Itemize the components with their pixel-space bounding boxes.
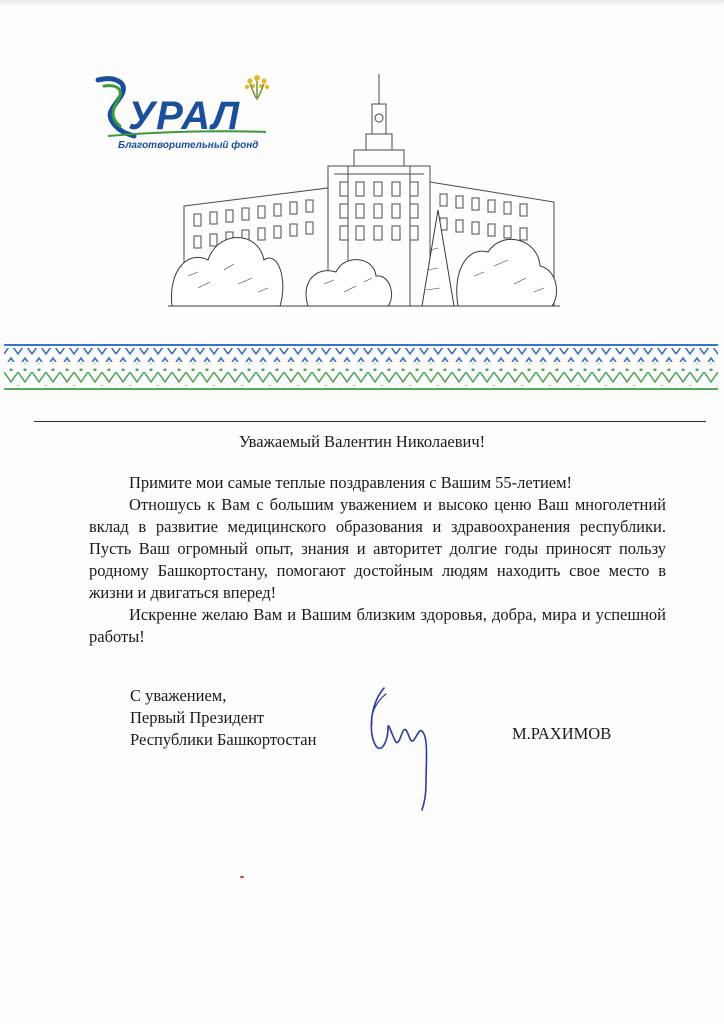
letter-salutation: Уважаемый Валентин Николаевич!	[238, 432, 486, 451]
letter-paragraph: Примите мои самые теплые поздравления с Вашим 55-летием!	[129, 473, 573, 492]
government-building-illustration	[168, 70, 560, 310]
closing-title: Первый Президент	[130, 708, 265, 727]
closing-organization: Республики Башкортостан	[130, 730, 317, 749]
handwritten-signature	[366, 684, 446, 812]
header-divider	[34, 421, 706, 422]
letter-paragraph: Отношусь к Вам с большим уважением и высоко ценю Ваш многолетний вклад в развитие медицинского образования и здравоохранения республики. Пусть Ваш огромный опыт, знания и авторитет долгие годы приносят пользу родному Башкортостану, помогают достойным людям находить свое место в жизни и двигаться вперед!	[89, 495, 666, 602]
closing-regards: С уважением,	[130, 686, 227, 705]
scan-edge	[0, 0, 724, 6]
letter-paragraph: Искренне желаю Вам и Вашим близким здоровья, добра, мира и успешной работы!	[89, 605, 666, 646]
scan-speck	[240, 876, 244, 878]
letter-closing	[130, 685, 390, 751]
logo-wordmark: УРАЛ	[128, 94, 241, 138]
logo-subtitle: Благотворительный фонд	[118, 140, 259, 151]
letter-body	[89, 472, 666, 648]
signer-name: М.РАХИМОВ	[512, 724, 612, 743]
ornamental-border	[4, 342, 718, 394]
